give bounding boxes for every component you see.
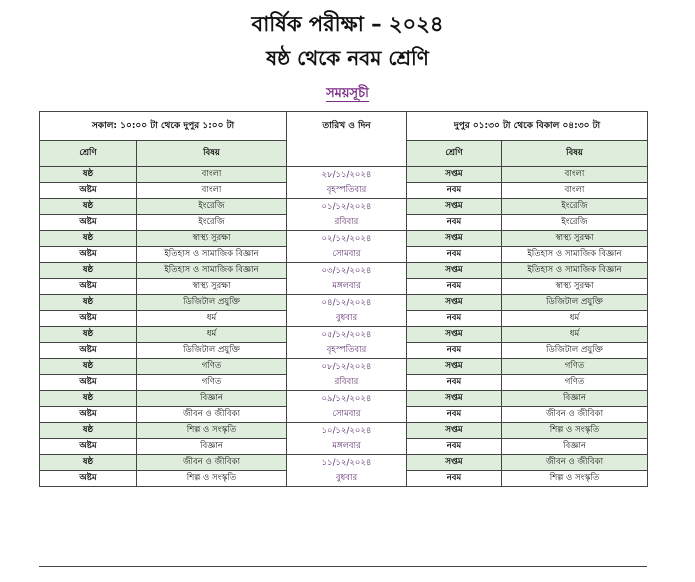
morning-class-cell: অষ্টম [40,311,137,327]
exam-day-cell: মঙ্গলবার [287,439,407,455]
morning-subject-cell: স্বাস্থ্য সুরক্ষা [137,279,287,295]
morning-subject-cell: বিজ্ঞান [137,439,287,455]
morning-class-cell: অষ্টম [40,215,137,231]
morning-class-cell: অষ্টম [40,439,137,455]
morning-class-cell: অষ্টম [40,407,137,423]
morning-subject-cell: শিল্প ও সংস্কৃতি [137,423,287,439]
afternoon-subject-cell: ধর্ম [502,327,648,343]
schedule-row [40,279,648,295]
schedule-row [40,391,648,407]
table-bottom-rule [39,566,647,567]
schedule-row [40,215,648,231]
exam-day-cell: বুধবার [287,471,407,487]
afternoon-class-cell: সপ্তম [407,295,502,311]
afternoon-subject-cell: বিজ্ঞান [502,439,648,455]
morning-class-cell: ষষ্ঠ [40,455,137,471]
morning-class-cell: ষষ্ঠ [40,295,137,311]
exam-date-cell: ০৪/১২/২০২৪ [287,295,407,311]
morning-subject-header: বিষয় [137,141,287,167]
morning-class-cell: অষ্টম [40,343,137,359]
exam-date-cell: ২৮/১১/২০২৪ [287,167,407,183]
morning-subject-cell: গণিত [137,359,287,375]
exam-day-cell: সোমবার [287,247,407,263]
afternoon-class-cell: নবম [407,375,502,391]
morning-class-cell: ষষ্ঠ [40,327,137,343]
morning-class-cell: ষষ্ঠ [40,167,137,183]
morning-class-cell: ষষ্ঠ [40,359,137,375]
morning-subject-cell: ধর্ম [137,327,287,343]
afternoon-subject-cell: গণিত [502,375,648,391]
afternoon-class-cell: সপ্তম [407,263,502,279]
schedule-row [40,311,648,327]
morning-class-cell: ষষ্ঠ [40,263,137,279]
exam-date-cell: ০১/১২/২০২৪ [287,199,407,215]
schedule-row [40,423,648,439]
date-day-header: তারিখ ও দিন [287,112,407,141]
date-header-spacer [287,141,407,167]
afternoon-class-cell: সপ্তম [407,327,502,343]
schedule-row [40,407,648,423]
afternoon-class-cell: নবম [407,247,502,263]
exam-date-cell: ০২/১২/২০২৪ [287,231,407,247]
exam-day-cell: রবিবার [287,215,407,231]
exam-day-cell: বৃহস্পতিবার [287,183,407,199]
afternoon-class-cell: সপ্তম [407,423,502,439]
schedule-row [40,263,648,279]
morning-class-cell: অষ্টম [40,279,137,295]
afternoon-class-cell: সপ্তম [407,199,502,215]
morning-subject-cell: বাংলা [137,183,287,199]
schedule-row [40,343,648,359]
exam-day-cell: বুধবার [287,311,407,327]
morning-subject-cell: ইতিহাস ও সামাজিক বিজ্ঞান [137,263,287,279]
morning-class-header: শ্রেণি [40,141,137,167]
afternoon-subject-cell: শিল্প ও সংস্কৃতি [502,471,648,487]
morning-class-cell: ষষ্ঠ [40,391,137,407]
afternoon-class-cell: নবম [407,215,502,231]
afternoon-subject-header: বিষয় [502,141,648,167]
morning-class-cell: ষষ্ঠ [40,423,137,439]
schedule-row [40,199,648,215]
morning-subject-cell: জীবন ও জীবিকা [137,455,287,471]
afternoon-class-cell: সপ্তম [407,391,502,407]
afternoon-class-cell: নবম [407,439,502,455]
afternoon-subject-cell: ইতিহাস ও সামাজিক বিজ্ঞান [502,263,648,279]
morning-subject-cell: গণিত [137,375,287,391]
schedule-row [40,375,648,391]
morning-subject-cell: শিল্প ও সংস্কৃতি [137,471,287,487]
exam-date-cell: ০৩/১২/২০২৪ [287,263,407,279]
morning-subject-cell: ডিজিটাল প্রযুক্তি [137,295,287,311]
afternoon-subject-cell: ইতিহাস ও সামাজিক বিজ্ঞান [502,247,648,263]
afternoon-class-cell: সপ্তম [407,231,502,247]
afternoon-subject-cell: ইংরেজি [502,199,648,215]
afternoon-subject-cell: জীবন ও জীবিকা [502,455,648,471]
schedule-label: সময়সূচী [326,86,369,101]
exam-date-cell: ০৮/১২/২০২৪ [287,359,407,375]
afternoon-class-cell: নবম [407,343,502,359]
afternoon-subject-cell: ইংরেজি [502,215,648,231]
morning-subject-cell: ধর্ম [137,311,287,327]
morning-class-cell: অষ্টম [40,375,137,391]
afternoon-class-cell: সপ্তম [407,359,502,375]
afternoon-class-cell: নবম [407,471,502,487]
afternoon-subject-cell: গণিত [502,359,648,375]
exam-date-cell: ০৯/১২/২০২৪ [287,391,407,407]
morning-subject-cell: ইংরেজি [137,215,287,231]
afternoon-class-cell: সপ্তম [407,455,502,471]
exam-title: বার্ষিক পরীক্ষা – ২০২৪ [251,12,444,36]
morning-class-cell: ষষ্ঠ [40,199,137,215]
schedule-row [40,327,648,343]
morning-subject-cell: বিজ্ঞান [137,391,287,407]
afternoon-class-cell: নবম [407,183,502,199]
afternoon-class-cell: নবম [407,279,502,295]
morning-subject-cell: বাংলা [137,167,287,183]
morning-class-cell: অষ্টম [40,471,137,487]
exam-day-cell: সোমবার [287,407,407,423]
morning-session-header: সকাল: ১০:০০ টা থেকে দুপুর ১:০০ টা [40,112,287,141]
schedule-row [40,295,648,311]
afternoon-subject-cell: স্বাস্থ্য সুরক্ষা [502,279,648,295]
afternoon-subject-cell: বিজ্ঞান [502,391,648,407]
afternoon-subject-cell: শিল্প ও সংস্কৃতি [502,423,648,439]
exam-day-cell: মঙ্গলবার [287,279,407,295]
schedule-row [40,231,648,247]
exam-date-cell: ০৫/১২/২০২৪ [287,327,407,343]
morning-class-cell: ষষ্ঠ [40,231,137,247]
morning-class-cell: অষ্টম [40,247,137,263]
morning-subject-cell: জীবন ও জীবিকা [137,407,287,423]
schedule-row [40,247,648,263]
schedule-row [40,167,648,183]
afternoon-subject-cell: জীবন ও জীবিকা [502,407,648,423]
afternoon-class-header: শ্রেণি [407,141,502,167]
morning-subject-cell: ইতিহাস ও সামাজিক বিজ্ঞান [137,247,287,263]
afternoon-subject-cell: ডিজিটাল প্রযুক্তি [502,295,648,311]
exam-day-cell: বৃহস্পতিবার [287,343,407,359]
exam-date-cell: ১১/১২/২০২৪ [287,455,407,471]
exam-schedule-table [39,111,648,487]
afternoon-subject-cell: ডিজিটাল প্রযুক্তি [502,343,648,359]
morning-subject-cell: ডিজিটাল প্রযুক্তি [137,343,287,359]
afternoon-class-cell: নবম [407,311,502,327]
schedule-row [40,471,648,487]
afternoon-class-cell: নবম [407,407,502,423]
schedule-row [40,439,648,455]
exam-day-cell: রবিবার [287,375,407,391]
exam-date-cell: ১০/১২/২০২৪ [287,423,407,439]
morning-subject-cell: ইংরেজি [137,199,287,215]
afternoon-session-header: দুপুর ০১:৩০ টা থেকে বিকাল ০৪:৩০ টা [407,112,648,141]
afternoon-subject-cell: বাংলা [502,167,648,183]
morning-subject-cell: স্বাস্থ্য সুরক্ষা [137,231,287,247]
schedule-row [40,183,648,199]
afternoon-subject-cell: স্বাস্থ্য সুরক্ষা [502,231,648,247]
afternoon-subject-cell: ধর্ম [502,311,648,327]
morning-class-cell: অষ্টম [40,183,137,199]
afternoon-subject-cell: বাংলা [502,183,648,199]
schedule-row [40,455,648,471]
afternoon-class-cell: সপ্তম [407,167,502,183]
schedule-row [40,359,648,375]
exam-subtitle: ষষ্ঠ থেকে নবম শ্রেণি [266,46,429,70]
